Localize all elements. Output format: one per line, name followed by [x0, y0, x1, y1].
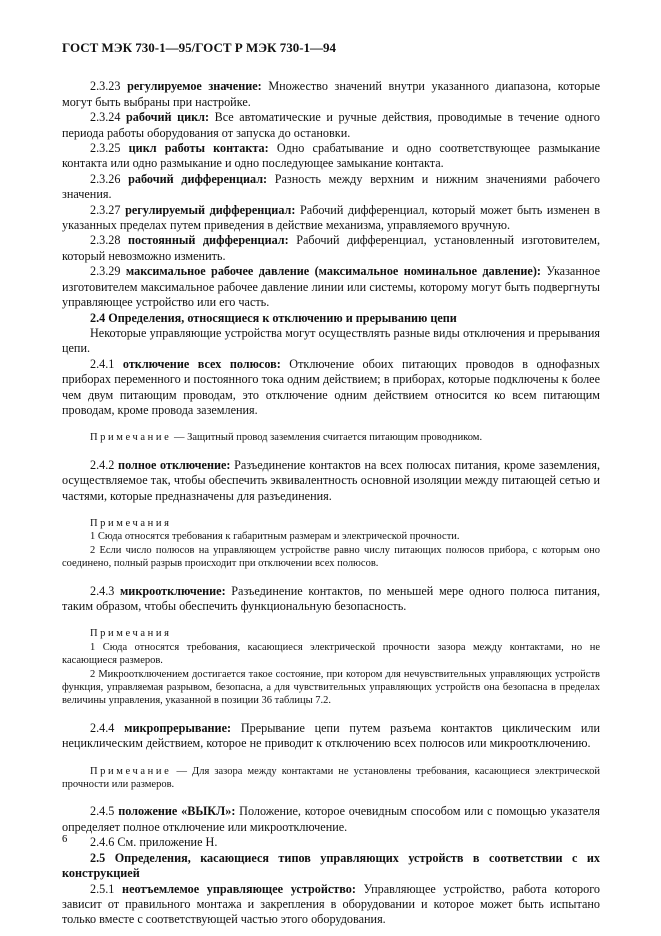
clause-number: 2.4.2 [90, 457, 115, 472]
note-text: — Защитный провод заземления считается питающим проводником. [171, 432, 483, 444]
definition: Отключение обоих питающих проводов в однофазных приборах переменного и постоянного тока одним действием; в приборах, которые подключены к более чем двум питающим проводам, это отключение одним действием относится ко всем питающим проводам, кроме провода заземления. [62, 356, 601, 417]
term: отключение всех полюсов: [122, 356, 281, 371]
term: микроотключение: [120, 583, 226, 598]
clause-2-5-1 [62, 882, 600, 928]
section-heading-2-5: 2.5 Определения, касающиеся типов управляющих устройств в соответствии с их конструкцией [62, 850, 600, 881]
note-item: 1 Сюда относятся требования к габаритным размерам и электрической прочности. [90, 531, 460, 543]
note-text: — Для зазора между контактами не установлены требования, касающиеся электрической прочности или размеров. [62, 765, 600, 791]
clause-2-3-24 [62, 110, 600, 141]
clause-2-4-6: 2.4.6 См. приложение Н. [90, 835, 218, 850]
clause-number: 2.4.3 [90, 583, 115, 598]
definition: Указанное изготовителем максимальное рабочее давление линии или системы, которому могут быть подвергнуты управляющее устройство или его часть. [62, 264, 601, 310]
definition: Множество значений внутри указанного диапазона, которые могут быть выбраны при настройке. [62, 79, 600, 109]
clause-number: 2.3.25 [90, 141, 121, 156]
note-label: Примечание [90, 432, 172, 444]
clause-number: 2.3.27 [90, 202, 121, 217]
clause-2-4-2 [62, 458, 600, 504]
clause-number: 2.5.1 [90, 881, 115, 896]
definition: Одно срабатывание и одно соответствующее размыкание контакта или одно размыкание и одно последующее замыкание контакта. [62, 141, 600, 171]
clause-number: 2.4.5 [90, 804, 115, 819]
clause-2-4-5 [62, 804, 600, 835]
clause-2-3-27 [62, 203, 600, 234]
section-heading-2-4: 2.4 Определения, относящиеся к отключению и прерыванию цепи [90, 310, 457, 325]
page-number: 6 [62, 834, 68, 845]
clause-2-3-28 [62, 233, 600, 264]
document-header: ГОСТ МЭК 730-1—95/ГОСТ Р МЭК 730-1—94 [62, 40, 337, 55]
term: постоянный дифференциал: [127, 233, 289, 248]
notes-label: Примечания [90, 628, 172, 640]
clause-number: 2.3.28 [90, 233, 121, 248]
clause-number: 2.3.23 [90, 79, 121, 94]
clause-2-4-3 [62, 584, 600, 615]
term: неотъемлемое управляющее устройство: [122, 881, 356, 896]
clause-2-3-26 [62, 172, 600, 203]
clause-2-3-29 [62, 264, 600, 310]
clause-number: 2.4.1 [90, 356, 115, 371]
section-2-4-intro: Некоторые управляющие устройства могут осуществлять разные виды отключения и прерывания цепи. [62, 325, 600, 356]
clause-2-4-4 [62, 721, 600, 752]
definition: Все автоматические и ручные действия, проводимые в течение одного периода работы оборудования от запуска до остановки. [62, 110, 600, 140]
clause-number: 2.3.29 [90, 264, 121, 279]
term: полное отключение: [118, 457, 231, 472]
notes-label: Примечания [90, 517, 172, 529]
clause-2-3-25 [62, 141, 600, 172]
definition: Разъединение контактов, по меньшей мере одного полюса питания, таким образом, чтобы обеспечить функциональную безопасность. [62, 583, 601, 613]
term: микропрерывание: [124, 720, 232, 735]
term: регулируемый дифференциал: [125, 202, 296, 217]
clause-number: 2.3.26 [90, 171, 121, 186]
definition: Управляющее устройство, работа которого зависит от правильного монтажа и закрепления в оборудовании и которое может быть испытано только вместе с соответствующей частью этого оборудования. [62, 881, 600, 927]
term: цикл работы контакта: [128, 141, 269, 156]
clause-2-3-23 [62, 79, 600, 110]
note-2-4-1 [62, 431, 600, 444]
definition: Разъединение контактов на всех полюсах питания, кроме заземления, осуществляемое так, чтобы обеспечить эквивалентность основной изоляции между питающей сетью и частями, которые предназначены для разъединения. [62, 457, 600, 503]
note-item: 2 Если число полюсов на управляющем устройстве равно числу питающих полюсов прибора, с которым оно соединено, полный разрыв происходит при отключении всех полюсов. [62, 544, 600, 570]
note-label: Примечание [90, 765, 172, 777]
definition: Рабочий дифференциал, который может быть изменен в указанных пределах путем приведения в действие механизма, управляемого вручную. [62, 202, 600, 233]
definition: Рабочий дифференциал, установленный изготовителем, который невозможно изменить. [62, 233, 600, 263]
clause-2-4-1 [62, 357, 600, 419]
note-item: 1 Сюда относятся требования, касающиеся электрической прочности зазора между контактами, но не касающиеся размеров. [62, 641, 600, 667]
term: максимальное рабочее давление (максимальное номинальное давление): [125, 264, 541, 279]
term: рабочий цикл: [126, 110, 210, 125]
note-2-4-4 [62, 765, 600, 792]
clause-number: 2.4.4 [90, 720, 115, 735]
definition: Прерывание цепи путем разъема контактов циклическим или нециклическим действием, которое не приводит к отключению всех полюсов или микроотключению. [62, 720, 601, 751]
term: положение «ВЫКЛ»: [118, 804, 236, 819]
definition: Разность между верхним и нижним значениями рабочего значения. [62, 171, 600, 202]
document-page [62, 40, 600, 928]
clause-number: 2.3.24 [90, 110, 121, 125]
definition: Положение, которое очевидным способом или с помощью указателя определяет полное отключение или микроотключение. [62, 804, 600, 834]
note-item: 2 Микроотключением достигается такое состояние, при котором для нечувствительных управляющих устройств функция, управляемая разрывом, безопасна, а для чувствительных управляющих устройств она безопасна в пределах величины управления, указанной в позиции 36 таблицы 7.2. [62, 668, 600, 707]
term: регулируемое значение: [127, 79, 262, 94]
term: рабочий дифференциал: [128, 171, 268, 186]
